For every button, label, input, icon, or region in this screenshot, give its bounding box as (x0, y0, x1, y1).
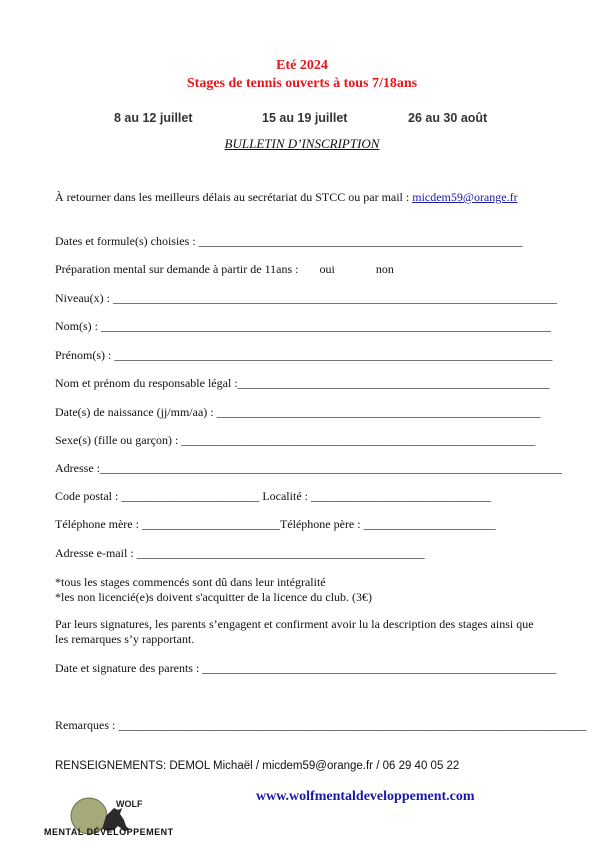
intro-line (55, 190, 518, 205)
field-adresse[interactable]: Adresse :_____________________________________________________________________________ (55, 461, 562, 475)
field-telephones (55, 517, 496, 532)
field-responsable[interactable]: Nom et prénom du responsable légal :____________________________________________________ (55, 376, 550, 390)
page-subtitle: Stages de tennis ouverts à tous 7/18ans (186, 76, 418, 91)
field-naissance[interactable]: Date(s) de naissance (jj/mm/aa) : ______________________________________________________ (55, 405, 541, 419)
field-niveau[interactable]: Niveau(x) : __________________________________________________________________________ (55, 291, 557, 305)
preparation-label: Préparation mental sur demande à partir de 11ans : (55, 262, 299, 276)
note-1: *tous les stages commencés sont dû dans leur intégralité (55, 575, 326, 589)
season-title: Eté 2024 (276, 58, 328, 73)
field-signature[interactable]: Date et signature des parents : ___________________________________________________________ (55, 661, 557, 675)
logo-text-bottom: MENTAL DÉVELOPPEMENT (44, 827, 174, 837)
field-preparation (55, 262, 394, 277)
website-link[interactable]: www.wolfmentaldeveloppement.com (256, 789, 475, 804)
field-sexe[interactable]: Sexe(s) (fille ou garçon) : ___________________________________________________________ (55, 433, 536, 447)
field-prenom[interactable]: Prénom(s) : _________________________________________________________________________ (55, 348, 553, 362)
wolf-logo (44, 796, 194, 842)
logo-text-top: WOLF (116, 799, 143, 809)
field-dates-formules[interactable]: Dates et formule(s) choisies : ______________________________________________________ (55, 234, 523, 248)
intro-email-link[interactable]: micdem59@orange.fr (412, 190, 518, 204)
intro-text: À retourner dans les meilleurs délais au secrétariat du STCC ou par mail : (55, 190, 413, 204)
form-title: BULLETIN D’INSCRIPTION (224, 136, 380, 151)
field-tel-pere[interactable]: Téléphone père : ______________________ (279, 517, 496, 531)
engagement-line-2: les remarques s’y rapportant. (55, 632, 195, 646)
note-2: *les non licencié(e)s doivent s'acquitter de la licence du club. (3€) (55, 590, 373, 604)
engagement-line-1: Par leurs signatures, les parents s’engagent et confirment avoir lu la description des stages ainsi que (55, 617, 534, 631)
field-nom[interactable]: Nom(s) : ___________________________________________________________________________ (55, 319, 551, 333)
option-oui[interactable]: oui (319, 262, 335, 276)
session-date-3: 26 au 30 août (408, 111, 488, 125)
option-non[interactable]: non (375, 262, 394, 276)
field-email[interactable]: Adresse e-mail : ________________________________________________ (55, 546, 425, 560)
contact-info: RENSEIGNEMENTS: DEMOL Michaël / micdem59@orange.fr / 06 29 40 05 22 (55, 760, 460, 772)
session-date-2: 15 au 19 juillet (262, 111, 348, 125)
session-date-1: 8 au 12 juillet (114, 111, 193, 125)
field-remarques[interactable]: Remarques : ______________________________________________________________________________ (55, 718, 587, 732)
field-code-postal-localite[interactable]: Code postal : _______________________ Localité : ______________________________ (55, 489, 491, 503)
field-tel-mere[interactable]: Téléphone mère : _______________________ (55, 517, 280, 531)
